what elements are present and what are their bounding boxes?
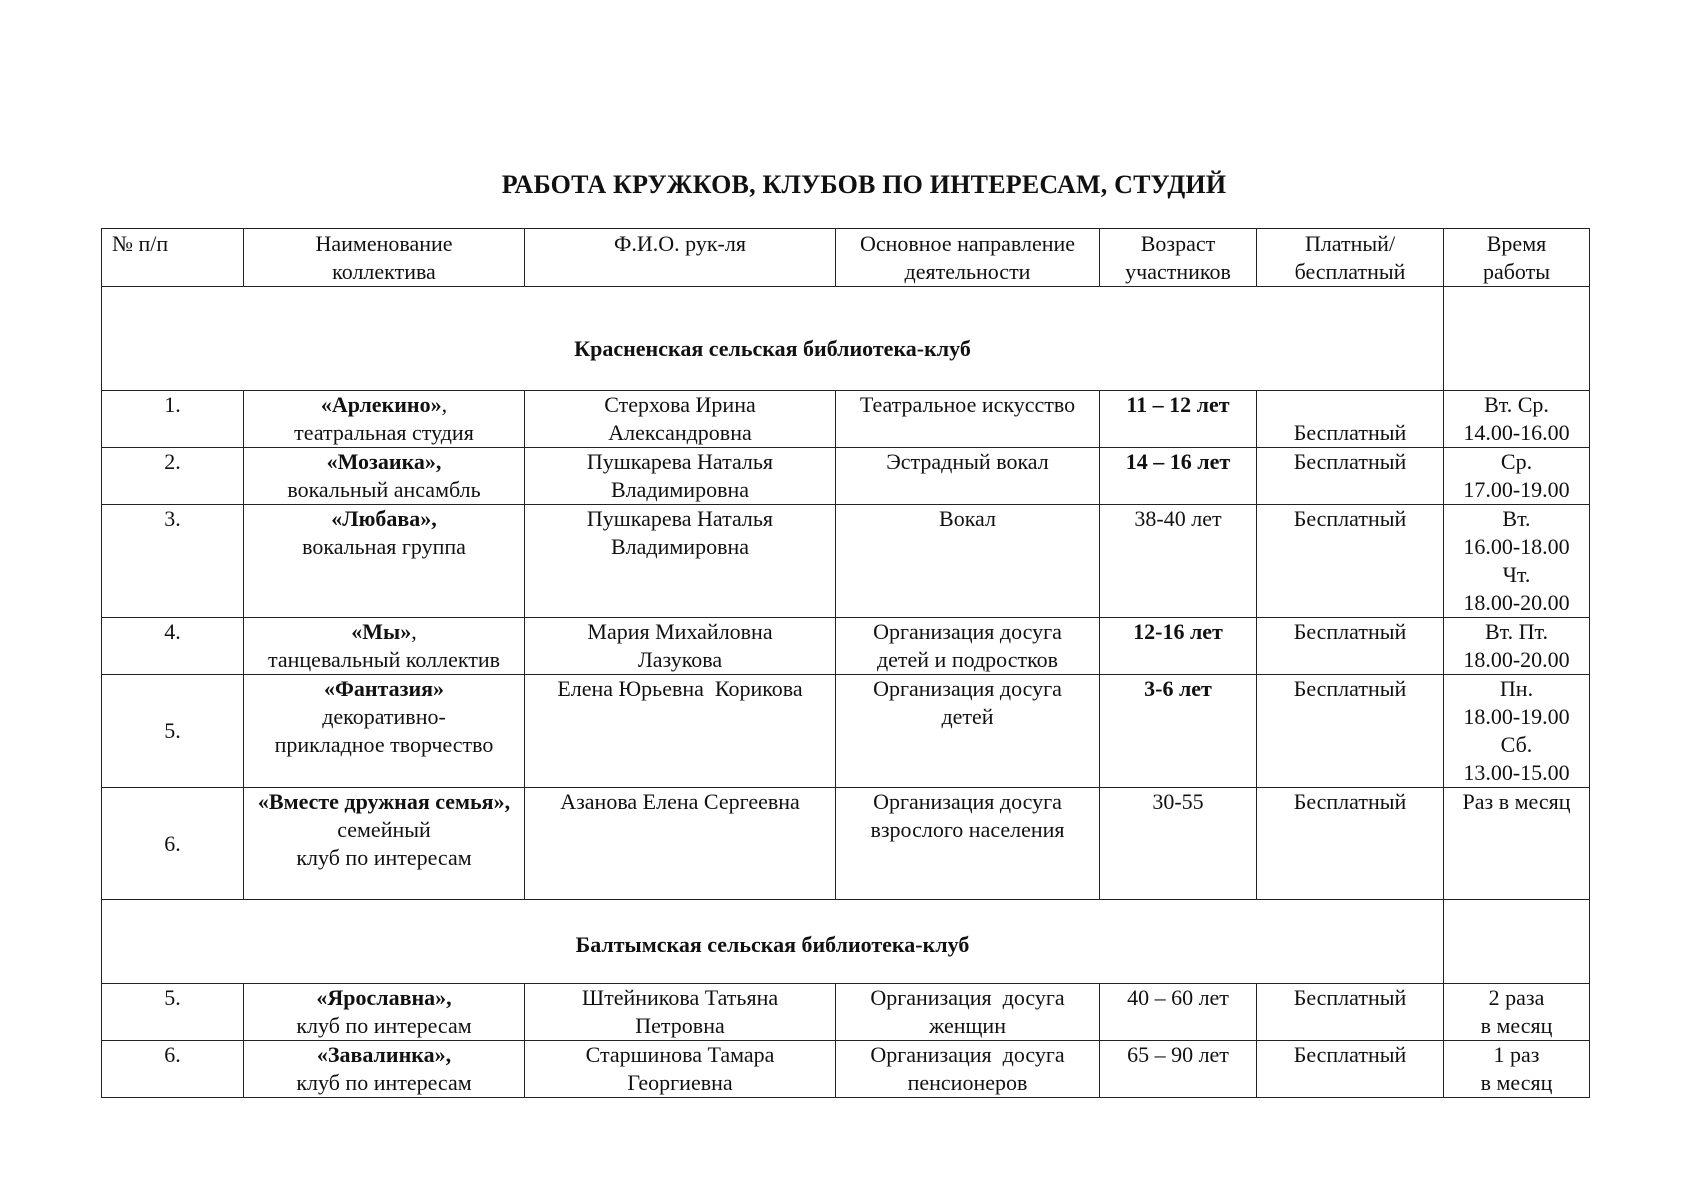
- club-desc: клуб по интересам: [296, 845, 472, 870]
- clubs-table: [101, 228, 1590, 1098]
- leader-line: Владимировна: [610, 534, 749, 559]
- section-title: Балтымская сельская библиотека-клуб: [102, 900, 1444, 984]
- club-desc: декоративно-: [322, 704, 446, 729]
- cell-num: 6.: [102, 1041, 244, 1098]
- time-line: 18.00-20.00: [1463, 590, 1570, 615]
- time-line: в месяц: [1480, 1013, 1553, 1038]
- cell-paid: Бесплатный: [1257, 788, 1444, 900]
- cell-name: [244, 391, 525, 448]
- time-line: Сб.: [1500, 732, 1533, 757]
- cell-leader: [525, 1041, 836, 1098]
- cell-num: 4.: [102, 618, 244, 675]
- leader-line: Старшинова Тамара: [585, 1042, 775, 1067]
- cell-age: 38-40 лет: [1100, 505, 1257, 618]
- header-name-line: Наименование: [315, 231, 453, 256]
- club-desc: вокальная группа: [302, 534, 466, 559]
- cell-name: [244, 675, 525, 788]
- cell-paid: Бесплатный: [1257, 618, 1444, 675]
- header-age: [1100, 229, 1257, 287]
- cell-leader: [525, 391, 836, 448]
- cell-time: [1444, 448, 1590, 505]
- direction-line: Театральное искусство: [859, 392, 1076, 417]
- cell-paid: Бесплатный: [1257, 984, 1444, 1041]
- cell-paid: Бесплатный: [1257, 505, 1444, 618]
- direction-line: Организация досуга: [873, 619, 1062, 644]
- header-direction: [836, 229, 1100, 287]
- club-desc: клуб по интересам: [296, 1070, 472, 1095]
- header-name-line: коллектива: [332, 259, 436, 284]
- time-line: 2 раза: [1488, 985, 1545, 1010]
- cell-time: [1444, 505, 1590, 618]
- section-time-cell: [1444, 287, 1590, 391]
- cell-num: 6.: [102, 788, 244, 900]
- direction-line: Эстрадный вокал: [886, 449, 1049, 474]
- header-age-line: участников: [1125, 259, 1231, 284]
- cell-num: 1.: [102, 391, 244, 448]
- time-line: 17.00-19.00: [1463, 477, 1570, 502]
- club-desc: танцевальный коллектив: [267, 647, 501, 672]
- table-row: [102, 788, 1590, 900]
- club-name-rest: ,: [411, 619, 417, 644]
- cell-leader: [525, 984, 836, 1041]
- cell-leader: [525, 675, 836, 788]
- leader-line: Пушкарева Наталья: [586, 449, 774, 474]
- section-row: [102, 900, 1590, 984]
- leader-line: Стерхова Ирина: [604, 392, 756, 417]
- section-row: [102, 287, 1590, 391]
- cell-direction: [836, 448, 1100, 505]
- cell-leader: [525, 618, 836, 675]
- header-paid-line: Платный/: [1304, 231, 1396, 256]
- leader-line: Азанова Елена Сергеевна: [560, 789, 800, 814]
- direction-line: взрослого населения: [870, 817, 1065, 842]
- header-time-line: Время: [1486, 231, 1547, 256]
- direction-line: Организация досуга: [873, 789, 1062, 814]
- cell-name: [244, 788, 525, 900]
- direction-line: женщин: [929, 1013, 1006, 1038]
- time-line: 13.00-15.00: [1463, 760, 1570, 785]
- cell-direction: [836, 618, 1100, 675]
- cell-paid: Бесплатный: [1257, 675, 1444, 788]
- cell-direction: [836, 984, 1100, 1041]
- cell-num: 3.: [102, 505, 244, 618]
- club-name-rest: ,: [441, 392, 448, 417]
- header-leader: Ф.И.О. рук-ля: [525, 229, 836, 287]
- cell-name: [244, 618, 525, 675]
- club-name: «Ярославна»,: [316, 985, 452, 1010]
- table-row: [102, 618, 1590, 675]
- table-row: [102, 505, 1590, 618]
- cell-age: 3-6 лет: [1100, 675, 1257, 788]
- time-line: Вт.: [1502, 506, 1531, 531]
- header-time-line: работы: [1482, 259, 1551, 284]
- time-line: в месяц: [1480, 1070, 1553, 1095]
- header-paid: [1257, 229, 1444, 287]
- table-row: [102, 1041, 1590, 1098]
- time-line: 18.00-19.00: [1463, 704, 1570, 729]
- leader-line: Петровна: [635, 1013, 725, 1038]
- club-name: «Мозаика»,: [326, 449, 442, 474]
- header-direction-line: деятельности: [904, 259, 1031, 284]
- time-line: Вт. Ср.: [1484, 392, 1549, 417]
- leader-line: Пушкарева Наталья: [586, 506, 774, 531]
- header-direction-line: Основное направление: [859, 231, 1076, 256]
- cell-num: 2.: [102, 448, 244, 505]
- leader-line: Александровна: [608, 420, 752, 445]
- club-name: «Любава»,: [331, 506, 437, 531]
- cell-age: 14 – 16 лет: [1100, 448, 1257, 505]
- cell-direction: [836, 788, 1100, 900]
- section-title: Красненская сельская библиотека-клуб: [102, 287, 1444, 391]
- cell-direction: [836, 675, 1100, 788]
- time-line: Пн.: [1499, 676, 1534, 701]
- cell-time: [1444, 1041, 1590, 1098]
- cell-age: 40 – 60 лет: [1100, 984, 1257, 1041]
- cell-num: 5.: [102, 675, 244, 788]
- time-line: Ср.: [1500, 449, 1533, 474]
- cell-age: 11 – 12 лет: [1100, 391, 1257, 448]
- header-age-line: Возраст: [1140, 231, 1216, 256]
- table-row: [102, 984, 1590, 1041]
- direction-line: пенсионеров: [907, 1070, 1028, 1095]
- cell-age: 65 – 90 лет: [1100, 1041, 1257, 1098]
- leader-line: Елена Юрьевна Корикова: [557, 676, 803, 701]
- section-time-cell: [1444, 900, 1590, 984]
- club-desc: клуб по интересам: [296, 1013, 472, 1038]
- header-paid-line: бесплатный: [1294, 259, 1406, 284]
- cell-time: [1444, 391, 1590, 448]
- direction-line: Организация досуга: [870, 1042, 1065, 1067]
- table-row: [102, 448, 1590, 505]
- table-row: [102, 391, 1590, 448]
- leader-line: Владимировна: [610, 477, 749, 502]
- cell-paid: Бесплатный: [1257, 448, 1444, 505]
- club-name: «Завалинка»,: [316, 1042, 452, 1067]
- cell-paid: Бесплатный: [1257, 391, 1444, 448]
- cell-leader: [525, 448, 836, 505]
- cell-age: 30-55: [1100, 788, 1257, 900]
- time-line: 18.00-20.00: [1463, 647, 1570, 672]
- cell-name: [244, 448, 525, 505]
- cell-time: [1444, 618, 1590, 675]
- time-line: 14.00-16.00: [1463, 420, 1570, 445]
- cell-time: [1444, 984, 1590, 1041]
- cell-time: [1444, 788, 1590, 900]
- direction-line: Организация досуга: [870, 985, 1065, 1010]
- cell-leader: [525, 505, 836, 618]
- time-line: Раз в месяц: [1462, 789, 1571, 814]
- header-row: [102, 229, 1590, 287]
- leader-line: Штейникова Татьяна: [581, 985, 779, 1010]
- time-line: Вт. Пт.: [1485, 619, 1548, 644]
- time-line: 16.00-18.00: [1463, 534, 1570, 559]
- club-name: «Вместе дружная семья»,: [257, 789, 511, 814]
- table-row: [102, 675, 1590, 788]
- cell-direction: [836, 505, 1100, 618]
- cell-time: [1444, 675, 1590, 788]
- leader-line: Лазукова: [637, 647, 723, 672]
- direction-line: детей: [941, 704, 994, 729]
- club-desc: вокальный ансамбль: [287, 477, 481, 502]
- header-name: [244, 229, 525, 287]
- cell-paid: Бесплатный: [1257, 1041, 1444, 1098]
- header-num: № п/п: [102, 229, 244, 287]
- cell-name: [244, 984, 525, 1041]
- cell-name: [244, 505, 525, 618]
- club-name: «Мы»: [351, 619, 412, 644]
- cell-leader: [525, 788, 836, 900]
- page-title: РАБОТА КРУЖКОВ, КЛУБОВ ПО ИНТЕРЕСАМ, СТУДИЙ: [501, 170, 1227, 199]
- leader-line: Мария Михайловна: [587, 619, 773, 644]
- time-line: Чт.: [1502, 562, 1531, 587]
- cell-name: [244, 1041, 525, 1098]
- cell-direction: [836, 391, 1100, 448]
- time-line: 1 раз: [1493, 1042, 1540, 1067]
- direction-line: детей и подростков: [876, 647, 1059, 672]
- club-name: «Арлекино»: [320, 392, 442, 417]
- club-name: «Фантазия»: [323, 676, 445, 701]
- cell-age: 12-16 лет: [1100, 618, 1257, 675]
- club-desc: прикладное творчество: [274, 732, 494, 757]
- club-desc: театральная студия: [294, 420, 474, 445]
- club-desc: семейный: [337, 817, 431, 842]
- direction-line: Вокал: [939, 506, 996, 531]
- leader-line: Георгиевна: [627, 1070, 733, 1095]
- cell-num: 5.: [102, 984, 244, 1041]
- cell-direction: [836, 1041, 1100, 1098]
- header-time: [1444, 229, 1590, 287]
- direction-line: Организация досуга: [873, 676, 1062, 701]
